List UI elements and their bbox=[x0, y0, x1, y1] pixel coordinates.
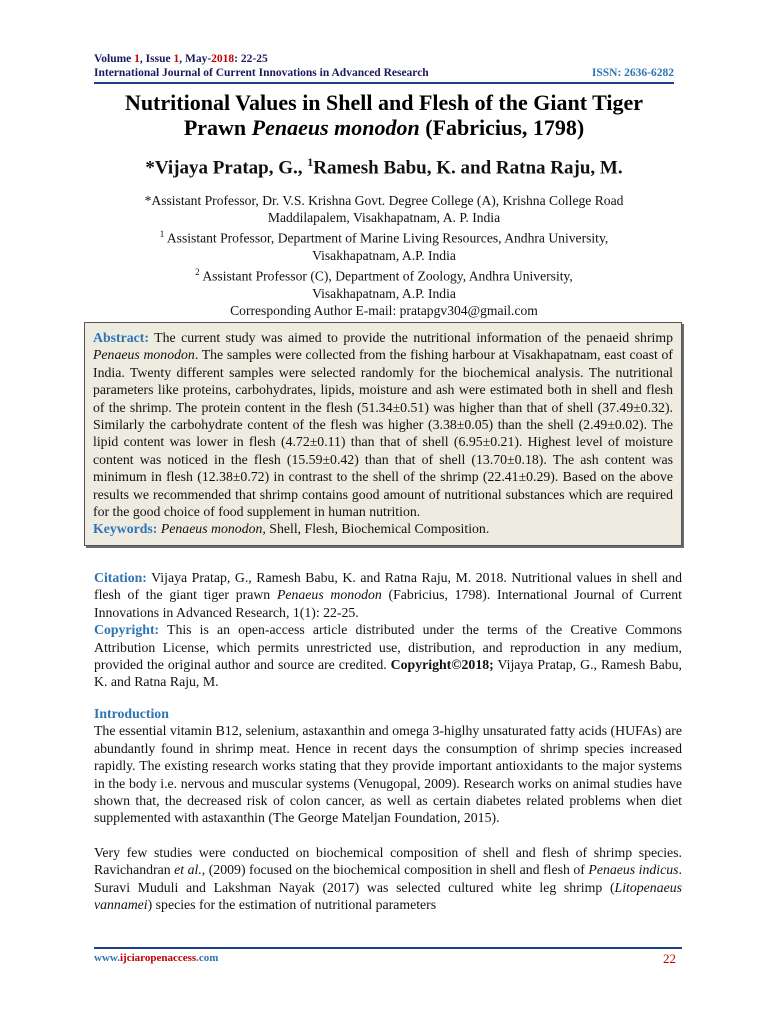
running-header bbox=[94, 52, 674, 80]
author-list: *Vijaya Pratap, G., $^1$Ramesh Babu, K. and Ratna Raju, M. bbox=[145, 155, 623, 179]
volume-info: Volume 1, Issue 1, May-2018: 22-25 bbox=[94, 53, 268, 65]
journal-url-link[interactable]: www.ijciaropenaccess.com bbox=[94, 952, 219, 964]
affiliations bbox=[94, 192, 674, 319]
journal-name: International Journal of Current Innovations in Advanced Research bbox=[94, 67, 429, 79]
citation-label: Citation: bbox=[94, 570, 147, 585]
header-rule bbox=[94, 82, 674, 84]
copyright-label: Copyright: bbox=[94, 622, 160, 638]
page-number: 22 bbox=[663, 951, 676, 966]
issn: ISSN: 2636-6282 bbox=[591, 67, 674, 79]
abstract-box bbox=[84, 322, 682, 546]
abstract-label: Abstract: bbox=[93, 330, 149, 345]
intro-paragraph-1: The essential vitamin B12, selenium, astaxanthin and omega 3-higlhy unsaturated fatty acids (HUFAs) are abundantly found in shrimp meat. Hence in recent days the consumption of shrimp species increased rapidly. The existing research works stating that they provide important antioxidants to the major systems in the body i.e. nervous and muscular systems (Venugopal, 2009). Research works on animal studies have shown that, the decreased risk of colon cancer, as well as certain diabetes related problems when diet supplemented with astaxanthin (The George Mateljan Foundation, 2015). bbox=[94, 723, 682, 826]
introduction-section bbox=[94, 705, 682, 913]
affiliation-2: $^1$ Assistant Professor, Department of Marine Living Resources, Andhra University, Visakhapatnam, A.P. India bbox=[159, 229, 609, 264]
keywords: Keywords: Penaeus monodon, Shell, Flesh, Biochemical Composition. bbox=[93, 521, 490, 537]
section-heading-introduction: Introduction bbox=[94, 706, 169, 721]
affiliation-3: $^2$ Assistant Professor (C), Department of Zoology, Andhra University, Visakhapatnam, A.P. India bbox=[195, 267, 573, 302]
citation-text: Citation: Vijaya Pratap, G., Ramesh Babu, K. and Ratna Raju, M. 2018. Nutritional values in shell and flesh of the giant tiger prawn Penaeus monodon (Fabricius, 1798). International Journal of Current Innovations in Advanced Research, 1(1): 22-25. bbox=[94, 570, 682, 620]
paper-title: Nutritional Values in Shell and Flesh of the Giant Tiger Prawn Penaeus monodon (Fabricius, 1798) bbox=[124, 90, 644, 140]
footer-rule bbox=[94, 947, 682, 949]
copyright-text: Copyright: This is an open-access article distributed under the terms of the Creative Commons Attribution License, which permits unrestricted use, distribution, and reproduction in any medium, provided the original author and source are credited. Copyright©2018; Vijaya Pratap, G., Ramesh Babu, K. and Ratna Raju, M. bbox=[94, 622, 682, 690]
affiliation-1: *Assistant Professor, Dr. V.S. Krishna Govt. Degree College (A), Krishna College Road Maddilapalem, Visakhapatnam, A. P. India bbox=[144, 193, 624, 226]
keywords-label: Keywords: bbox=[93, 521, 158, 537]
intro-paragraph-2: Very few studies were conducted on biochemical composition of shell and flesh of shrimp species. Ravichandran et al., (2009) focused on the biochemical composition in shell and flesh of Penaeus indicus. Suravi Muduli and Lakshman Nayak (2017) was selected cultured white leg shrimp (Litopenaeus vannamei) species for the estimation of nutritional parameters bbox=[94, 844, 682, 913]
corresponding-email: Corresponding Author E-mail: pratapgv304@gmail.com bbox=[230, 303, 538, 319]
abstract-text: Abstract: The current study was aimed to provide the nutritional information of the penaeid shrimp Penaeus monodon. The samples were collected from the fishing harbour at Visakhapatnam, east coast of India. Twenty different samples were selected randomly for the biochemical analysis. The nutritional parameters like proteins, carbohydrates, lipids, moisture and ash were estimated both in shell and flesh of the shrimp. The protein content in the flesh (51.34±0.51) was higher than that of shell (37.49±0.32). Similarly the carbohydrate content of the flesh was higher (3.38±0.05) than the shell (2.49±0.02). The lipid content was lower in flesh (4.72±0.11) than that of shell (6.95±0.21). Highest level of moisture content was noticed in the flesh (15.59±0.42) than that of shell (13.70±0.18). The ash content was minimum in flesh (12.38±0.72) in contrast to the shell of the shrimp (22.41±0.29). Based on the above results we recommended that shrimp contains good amount of nutritional substances which are required for the good choice of food supplement in human nutrition. bbox=[93, 330, 674, 520]
citation-block bbox=[94, 569, 682, 691]
